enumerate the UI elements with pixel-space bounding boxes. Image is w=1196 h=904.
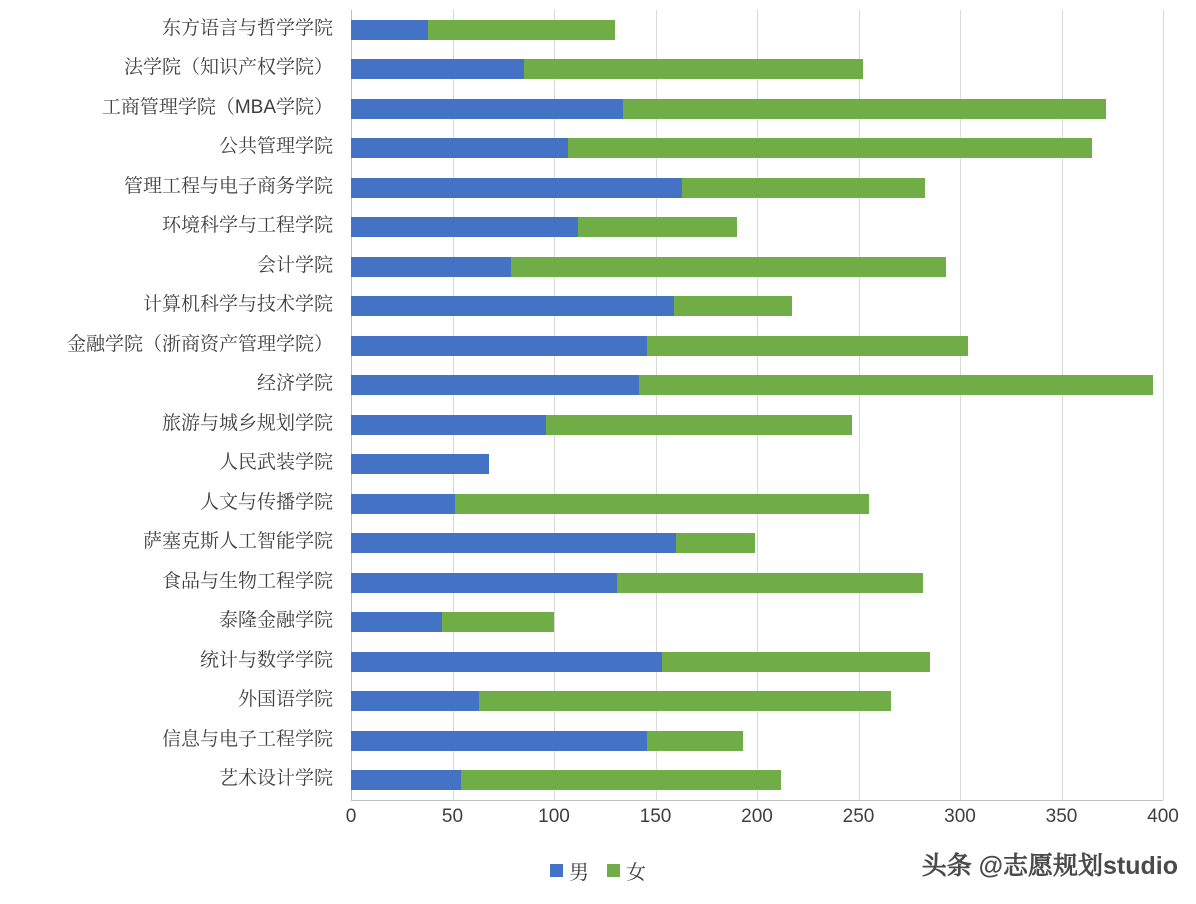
bar-segment xyxy=(568,138,1092,158)
bar-segment xyxy=(351,296,674,316)
legend-swatch-icon xyxy=(550,864,563,877)
bar-segment xyxy=(662,652,930,672)
x-tick-label: 150 xyxy=(639,806,672,827)
bar-segment xyxy=(578,217,736,237)
bar-segment xyxy=(639,375,1153,395)
bar-segment xyxy=(623,99,1106,119)
table-row xyxy=(351,691,1163,711)
bar-segment xyxy=(351,138,568,158)
category-label: 公共管理学院 xyxy=(218,136,333,158)
category-label: 计算机科学与技术学院 xyxy=(142,294,333,316)
x-tick-label: 100 xyxy=(538,806,570,827)
table-row xyxy=(351,494,1163,514)
bar-segment xyxy=(647,731,742,751)
x-tick-label: 250 xyxy=(842,806,875,827)
table-row xyxy=(351,731,1163,751)
category-label: 泰隆金融学院 xyxy=(218,610,333,632)
bar-segment xyxy=(647,336,968,356)
bar-segment xyxy=(351,770,461,790)
table-row xyxy=(351,138,1163,158)
category-label: 旅游与城乡规划学院 xyxy=(161,412,333,434)
bar-segment xyxy=(351,178,682,198)
gridline xyxy=(1163,10,1164,800)
table-row xyxy=(351,770,1163,790)
legend-item[interactable] xyxy=(607,856,646,885)
table-row xyxy=(351,59,1163,79)
x-tick-label: 350 xyxy=(1045,806,1078,827)
bar-rows xyxy=(351,10,1163,800)
plot-area xyxy=(351,10,1163,800)
table-row xyxy=(351,533,1163,553)
category-label: 东方语言与哲学学院 xyxy=(161,17,333,39)
bar-segment xyxy=(351,691,479,711)
category-label: 金融学院（浙商资产管理学院） xyxy=(66,333,333,355)
table-row xyxy=(351,99,1163,119)
table-row xyxy=(351,573,1163,593)
bar-segment xyxy=(428,20,615,40)
table-row xyxy=(351,612,1163,632)
category-label: 经济学院 xyxy=(256,373,333,395)
bar-segment xyxy=(351,59,524,79)
category-label: 环境科学与工程学院 xyxy=(161,215,333,237)
table-row xyxy=(351,296,1163,316)
table-row xyxy=(351,336,1163,356)
x-tick-label: 200 xyxy=(741,806,773,827)
x-tick-label: 300 xyxy=(944,806,976,827)
watermark-text: 头条 @志愿规划studio xyxy=(921,852,1178,880)
bar-segment xyxy=(442,612,554,632)
category-label: 统计与数学学院 xyxy=(199,649,333,671)
category-label: 工商管理学院（MBA学院） xyxy=(101,96,333,118)
bar-segment xyxy=(461,770,782,790)
x-tick-label: 50 xyxy=(441,806,464,827)
category-label: 艺术设计学院 xyxy=(218,768,333,790)
bar-segment xyxy=(511,257,945,277)
category-label: 会计学院 xyxy=(256,254,333,276)
bar-segment xyxy=(351,217,578,237)
table-row xyxy=(351,375,1163,395)
legend-label: 男 xyxy=(569,862,589,884)
table-row xyxy=(351,257,1163,277)
bar-segment xyxy=(546,415,853,435)
category-label: 食品与生物工程学院 xyxy=(161,570,333,592)
table-row xyxy=(351,415,1163,435)
bar-segment xyxy=(479,691,891,711)
x-tick-label: 0 xyxy=(345,806,357,827)
bar-segment xyxy=(455,494,869,514)
category-label: 信息与电子工程学院 xyxy=(161,728,333,750)
table-row xyxy=(351,20,1163,40)
x-axis-line xyxy=(351,800,1163,801)
category-label: 外国语学院 xyxy=(237,689,333,711)
bar-segment xyxy=(351,257,511,277)
bar-segment xyxy=(351,731,647,751)
category-label: 人文与传播学院 xyxy=(199,491,333,513)
bar-segment xyxy=(617,573,924,593)
category-label: 人民武装学院 xyxy=(218,452,333,474)
table-row xyxy=(351,454,1163,474)
legend-swatch-icon xyxy=(607,864,620,877)
bar-segment xyxy=(351,612,442,632)
bar-segment xyxy=(674,296,792,316)
bar-segment xyxy=(351,99,623,119)
table-row xyxy=(351,217,1163,237)
table-row xyxy=(351,178,1163,198)
bar-segment xyxy=(351,336,647,356)
bar-segment xyxy=(676,533,755,553)
bar-segment xyxy=(351,533,676,553)
category-label: 萨塞克斯人工智能学院 xyxy=(142,531,333,553)
bar-segment xyxy=(524,59,863,79)
bar-segment xyxy=(351,454,489,474)
bar-segment xyxy=(351,573,617,593)
legend-item[interactable] xyxy=(550,856,589,885)
category-axis-labels xyxy=(0,10,345,800)
table-row xyxy=(351,652,1163,672)
bar-segment xyxy=(351,375,639,395)
bar-segment xyxy=(682,178,926,198)
bar-segment xyxy=(351,415,546,435)
legend-label: 女 xyxy=(626,862,646,884)
x-tick-label: 400 xyxy=(1147,806,1179,827)
category-label: 法学院（知识产权学院） xyxy=(123,57,333,79)
bar-segment xyxy=(351,494,455,514)
bar-segment xyxy=(351,20,428,40)
bar-segment xyxy=(351,652,662,672)
category-label: 管理工程与电子商务学院 xyxy=(123,175,333,197)
